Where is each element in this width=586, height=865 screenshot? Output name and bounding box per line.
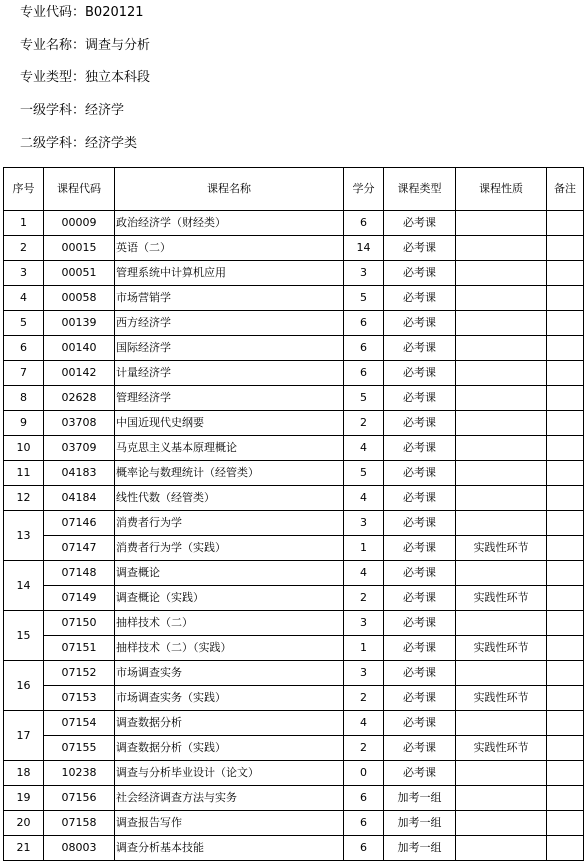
course-name-cell: 政治经济学（财经类） (115, 211, 344, 236)
header-no: 序号 (4, 168, 44, 211)
note-cell (547, 711, 584, 736)
course-code-cell: 07151 (44, 636, 115, 661)
credit-cell: 6 (344, 811, 384, 836)
table-row (4, 586, 584, 611)
course-nature-cell (456, 711, 547, 736)
course-nature-cell (456, 211, 547, 236)
note-cell (547, 836, 584, 861)
course-name-cell: 管理系统中计算机应用 (115, 261, 344, 286)
table-row (4, 261, 584, 286)
table-row (4, 411, 584, 436)
course-nature-cell: 实践性环节 (456, 686, 547, 711)
note-cell (547, 686, 584, 711)
course-type-cell: 加考一组 (384, 811, 456, 836)
course-type-cell: 必考课 (384, 511, 456, 536)
course-nature-cell (456, 561, 547, 586)
course-code-cell: 00142 (44, 361, 115, 386)
note-cell (547, 311, 584, 336)
credit-cell: 0 (344, 761, 384, 786)
course-code-cell: 00051 (44, 261, 115, 286)
course-name-cell: 抽样技术（二） (115, 611, 344, 636)
course-nature-cell (456, 511, 547, 536)
course-nature-cell (456, 761, 547, 786)
credit-cell: 6 (344, 786, 384, 811)
course-code-cell: 07154 (44, 711, 115, 736)
credit-cell: 5 (344, 386, 384, 411)
table-row (4, 211, 584, 236)
row-number-cell: 19 (4, 786, 44, 811)
course-nature-cell: 实践性环节 (456, 586, 547, 611)
info-line (20, 103, 124, 119)
table-row (4, 511, 584, 536)
course-nature-cell (456, 311, 547, 336)
credit-cell: 2 (344, 686, 384, 711)
course-nature-cell (456, 261, 547, 286)
course-nature-cell (456, 461, 547, 486)
row-number-cell: 15 (4, 611, 44, 661)
course-type-cell: 加考一组 (384, 786, 456, 811)
course-name-cell: 调查报告写作 (115, 811, 344, 836)
table-row (4, 336, 584, 361)
row-number-cell: 12 (4, 486, 44, 511)
header-code: 课程代码 (44, 168, 115, 211)
note-cell (547, 736, 584, 761)
course-type-cell: 必考课 (384, 561, 456, 586)
credit-cell: 6 (344, 336, 384, 361)
info-label: 二级学科： (20, 136, 86, 151)
table-row (4, 761, 584, 786)
course-nature-cell (456, 811, 547, 836)
course-code-cell: 00009 (44, 211, 115, 236)
note-cell (547, 411, 584, 436)
course-name-cell: 调查数据分析 (115, 711, 344, 736)
course-type-cell: 必考课 (384, 486, 456, 511)
row-number-cell: 1 (4, 211, 44, 236)
course-type-cell: 必考课 (384, 261, 456, 286)
course-table (3, 167, 584, 861)
course-code-cell: 00139 (44, 311, 115, 336)
course-type-cell: 必考课 (384, 736, 456, 761)
row-number-cell: 2 (4, 236, 44, 261)
course-name-cell: 国际经济学 (115, 336, 344, 361)
course-type-cell: 必考课 (384, 361, 456, 386)
info-line (20, 70, 150, 86)
header-note: 备注 (547, 168, 584, 211)
course-nature-cell: 实践性环节 (456, 536, 547, 561)
credit-cell: 6 (344, 311, 384, 336)
course-type-cell: 加考一组 (384, 836, 456, 861)
course-code-cell: 00058 (44, 286, 115, 311)
table-row (4, 561, 584, 586)
course-code-cell: 08003 (44, 836, 115, 861)
course-code-cell: 07155 (44, 736, 115, 761)
course-code-cell: 07148 (44, 561, 115, 586)
table-body (4, 211, 584, 861)
course-name-cell: 计量经济学 (115, 361, 344, 386)
row-number-cell: 10 (4, 436, 44, 461)
course-name-cell: 市场调查实务（实践） (115, 686, 344, 711)
table-row (4, 236, 584, 261)
row-number-cell: 6 (4, 336, 44, 361)
course-code-cell: 04184 (44, 486, 115, 511)
header-nature: 课程性质 (456, 168, 547, 211)
course-name-cell: 消费者行为学（实践） (115, 536, 344, 561)
course-nature-cell (456, 386, 547, 411)
credit-cell: 4 (344, 486, 384, 511)
course-name-cell: 调查与分析毕业设计（论文） (115, 761, 344, 786)
course-code-cell: 07152 (44, 661, 115, 686)
note-cell (547, 286, 584, 311)
course-name-cell: 马克思主义基本原理概论 (115, 436, 344, 461)
header-name: 课程名称 (115, 168, 344, 211)
course-nature-cell (456, 486, 547, 511)
info-line (20, 136, 137, 152)
course-type-cell: 必考课 (384, 611, 456, 636)
course-name-cell: 抽样技术（二）（实践） (115, 636, 344, 661)
table-row (4, 611, 584, 636)
course-name-cell: 调查概论（实践） (115, 586, 344, 611)
course-nature-cell (456, 661, 547, 686)
credit-cell: 3 (344, 261, 384, 286)
course-code-cell: 03709 (44, 436, 115, 461)
table-row (4, 836, 584, 861)
credit-cell: 2 (344, 586, 384, 611)
info-line (20, 38, 150, 54)
row-number-cell: 20 (4, 811, 44, 836)
course-code-cell: 07146 (44, 511, 115, 536)
course-code-cell: 07147 (44, 536, 115, 561)
course-nature-cell (456, 361, 547, 386)
row-number-cell: 21 (4, 836, 44, 861)
info-label: 专业名称： (20, 38, 86, 53)
note-cell (547, 236, 584, 261)
course-name-cell: 消费者行为学 (115, 511, 344, 536)
course-name-cell: 中国近现代史纲要 (115, 411, 344, 436)
course-code-cell: 03708 (44, 411, 115, 436)
course-nature-cell: 实践性环节 (456, 636, 547, 661)
course-name-cell: 英语（二） (115, 236, 344, 261)
course-nature-cell (456, 436, 547, 461)
course-type-cell: 必考课 (384, 686, 456, 711)
credit-cell: 4 (344, 711, 384, 736)
course-code-cell: 07158 (44, 811, 115, 836)
course-code-cell: 00015 (44, 236, 115, 261)
course-nature-cell (456, 236, 547, 261)
info-line (20, 5, 144, 21)
credit-cell: 6 (344, 211, 384, 236)
credit-cell: 4 (344, 561, 384, 586)
course-code-cell: 04183 (44, 461, 115, 486)
course-type-cell: 必考课 (384, 386, 456, 411)
table-row (4, 436, 584, 461)
note-cell (547, 661, 584, 686)
table-row (4, 486, 584, 511)
credit-cell: 5 (344, 286, 384, 311)
row-number-cell: 18 (4, 761, 44, 786)
note-cell (547, 211, 584, 236)
note-cell (547, 536, 584, 561)
info-value: 调查与分析 (85, 38, 151, 53)
course-name-cell: 管理经济学 (115, 386, 344, 411)
note-cell (547, 336, 584, 361)
credit-cell: 3 (344, 611, 384, 636)
course-type-cell: 必考课 (384, 311, 456, 336)
course-name-cell: 调查数据分析（实践） (115, 736, 344, 761)
course-type-cell: 必考课 (384, 336, 456, 361)
table-row (4, 661, 584, 686)
row-number-cell: 5 (4, 311, 44, 336)
course-type-cell: 必考课 (384, 636, 456, 661)
note-cell (547, 511, 584, 536)
course-type-cell: 必考课 (384, 711, 456, 736)
course-nature-cell (456, 836, 547, 861)
credit-cell: 3 (344, 511, 384, 536)
info-value: 经济学 (85, 103, 125, 118)
course-name-cell: 调查分析基本技能 (115, 836, 344, 861)
course-nature-cell: 实践性环节 (456, 736, 547, 761)
note-cell (547, 586, 584, 611)
course-type-cell: 必考课 (384, 211, 456, 236)
table-row (4, 811, 584, 836)
info-label: 专业代码： (20, 5, 86, 20)
note-cell (547, 461, 584, 486)
course-name-cell: 概率论与数理统计（经管类） (115, 461, 344, 486)
info-value: 独立本科段 (85, 70, 151, 85)
credit-cell: 14 (344, 236, 384, 261)
course-type-cell: 必考课 (384, 536, 456, 561)
info-value: B020121 (85, 5, 144, 20)
course-code-cell: 10238 (44, 761, 115, 786)
note-cell (547, 261, 584, 286)
course-code-cell: 07150 (44, 611, 115, 636)
table-header-row (4, 168, 584, 211)
header-type: 课程类型 (384, 168, 456, 211)
course-name-cell: 调查概论 (115, 561, 344, 586)
credit-cell: 4 (344, 436, 384, 461)
row-number-cell: 3 (4, 261, 44, 286)
note-cell (547, 611, 584, 636)
note-cell (547, 386, 584, 411)
credit-cell: 1 (344, 636, 384, 661)
row-number-cell: 8 (4, 386, 44, 411)
row-number-cell: 4 (4, 286, 44, 311)
row-number-cell: 14 (4, 561, 44, 611)
course-type-cell: 必考课 (384, 411, 456, 436)
info-label: 专业类型： (20, 70, 86, 85)
course-type-cell: 必考课 (384, 436, 456, 461)
course-code-cell: 00140 (44, 336, 115, 361)
table-row (4, 286, 584, 311)
note-cell (547, 811, 584, 836)
row-number-cell: 11 (4, 461, 44, 486)
credit-cell: 6 (344, 361, 384, 386)
credit-cell: 2 (344, 736, 384, 761)
course-type-cell: 必考课 (384, 761, 456, 786)
table-row (4, 711, 584, 736)
course-code-cell: 07153 (44, 686, 115, 711)
course-nature-cell (456, 286, 547, 311)
note-cell (547, 761, 584, 786)
course-name-cell: 西方经济学 (115, 311, 344, 336)
course-type-cell: 必考课 (384, 586, 456, 611)
note-cell (547, 561, 584, 586)
course-type-cell: 必考课 (384, 661, 456, 686)
table-row (4, 786, 584, 811)
table-row (4, 736, 584, 761)
row-number-cell: 17 (4, 711, 44, 761)
table-row (4, 361, 584, 386)
course-type-cell: 必考课 (384, 461, 456, 486)
table-row (4, 536, 584, 561)
header-credit: 学分 (344, 168, 384, 211)
note-cell (547, 636, 584, 661)
course-nature-cell (456, 611, 547, 636)
course-nature-cell (456, 786, 547, 811)
table-row (4, 311, 584, 336)
credit-cell: 3 (344, 661, 384, 686)
course-name-cell: 线性代数（经管类） (115, 486, 344, 511)
course-nature-cell (456, 336, 547, 361)
table-row (4, 461, 584, 486)
note-cell (547, 436, 584, 461)
row-number-cell: 9 (4, 411, 44, 436)
info-value: 经济学类 (85, 136, 138, 151)
course-code-cell: 07149 (44, 586, 115, 611)
course-name-cell: 市场调查实务 (115, 661, 344, 686)
note-cell (547, 786, 584, 811)
row-number-cell: 7 (4, 361, 44, 386)
course-code-cell: 07156 (44, 786, 115, 811)
credit-cell: 2 (344, 411, 384, 436)
course-name-cell: 社会经济调查方法与实务 (115, 786, 344, 811)
course-name-cell: 市场营销学 (115, 286, 344, 311)
table-row (4, 386, 584, 411)
note-cell (547, 486, 584, 511)
credit-cell: 5 (344, 461, 384, 486)
note-cell (547, 361, 584, 386)
course-type-cell: 必考课 (384, 236, 456, 261)
course-nature-cell (456, 411, 547, 436)
course-type-cell: 必考课 (384, 286, 456, 311)
table-row (4, 686, 584, 711)
row-number-cell: 16 (4, 661, 44, 711)
info-label: 一级学科： (20, 103, 86, 118)
credit-cell: 1 (344, 536, 384, 561)
credit-cell: 6 (344, 836, 384, 861)
table-row (4, 636, 584, 661)
course-code-cell: 02628 (44, 386, 115, 411)
row-number-cell: 13 (4, 511, 44, 561)
